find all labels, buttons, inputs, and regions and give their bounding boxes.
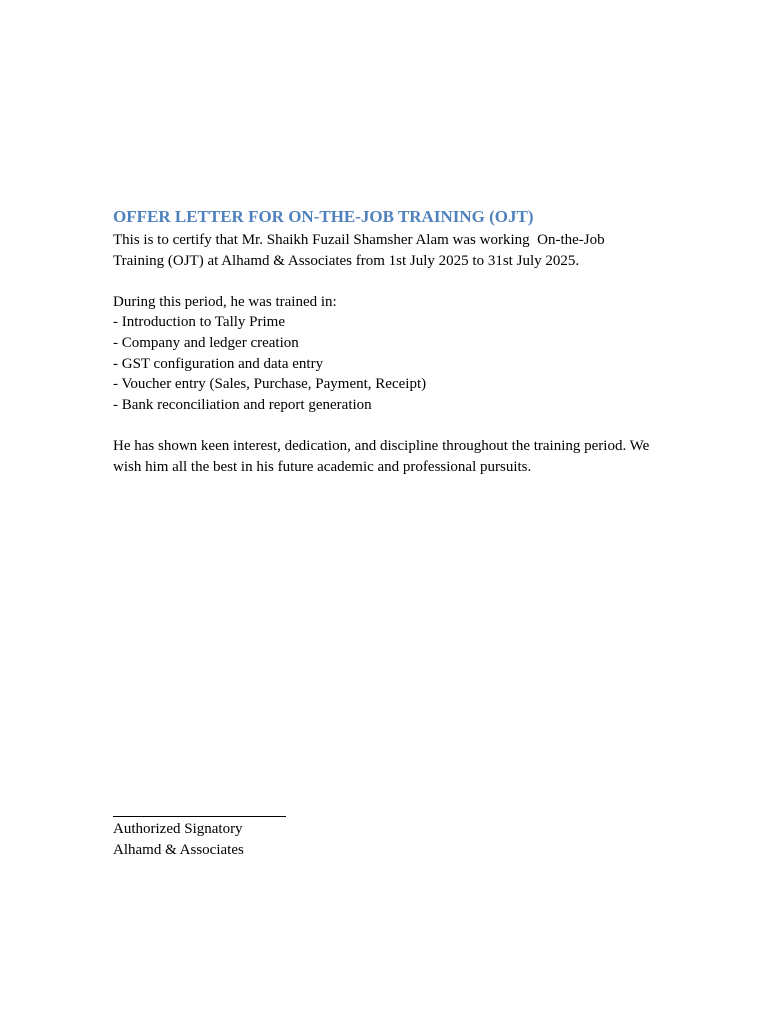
- closing-line: wish him all the best in his future academic and professional pursuits.: [113, 458, 532, 475]
- trained-heading: During this period, he was trained in:: [113, 293, 337, 310]
- closing-line: He has shown keen interest, dedication, and discipline throughout the training period. We: [113, 437, 650, 454]
- signature-line: [113, 816, 286, 817]
- intro-line: Training (OJT) at Alhamd & Associates from 1st July 2025 to 31st July 2025.: [113, 252, 580, 269]
- letter-title: OFFER LETTER FOR ON-THE-JOB TRAINING (OJT): [113, 207, 534, 226]
- trained-list-item: - Company and ledger creation: [113, 334, 299, 351]
- intro-line: This is to certify that Mr. Shaikh Fuzail Shamsher Alam was working On-the-Job: [113, 232, 605, 248]
- intro-paragraph: [113, 230, 673, 271]
- trained-list: [113, 312, 673, 415]
- signature-block: [113, 804, 413, 860]
- trained-list-item: - Bank reconciliation and report generation: [113, 396, 372, 413]
- signatory-role: Authorized Signatory: [113, 821, 243, 837]
- trained-list-item: - GST configuration and data entry: [113, 355, 324, 372]
- closing-paragraph: [113, 436, 673, 477]
- signatory-organization: Alhamd & Associates: [113, 841, 244, 858]
- trained-list-item: - Voucher entry (Sales, Purchase, Payment, Receipt): [113, 376, 427, 393]
- trained-list-item: - Introduction to Tally Prime: [113, 314, 285, 331]
- letter-body: [113, 206, 673, 477]
